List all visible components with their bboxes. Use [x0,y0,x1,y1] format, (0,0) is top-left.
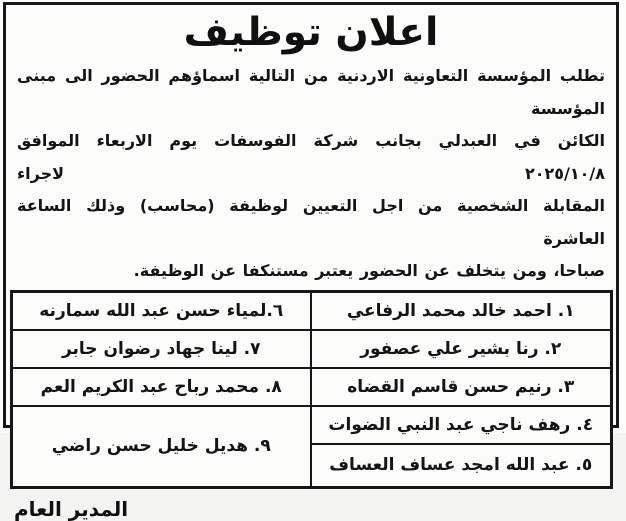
applicant-name-9: ٩. هديل خليل حسن راضي [11,406,311,488]
applicant-name-6: ٦.لمياء حسن عبد الله سمارنه [11,291,311,330]
body-line-3: المقابلة الشخصية من اجل التعيين لوظيفة (محاسب) وذلك الساعة العاشرة [17,196,605,248]
body-line-4: صباحا، ومن يتخلف عن الحضور يعتبر مستنكفا عن الوظيفة. [133,261,605,280]
body-line-1: تطلب المؤسسة التعاونية الاردنية من التالية اسماؤهم الحضور الى مبنى المؤسسة [17,66,605,118]
announcement-body [17,60,605,288]
applicant-name-1: ١. احمد خالد محمد الرفاعي [311,291,611,330]
applicant-name-8: ٨. محمد رباح عبد الكريم العم [11,368,311,406]
applicant-name-7: ٧. لينا جهاد رضوان جابر [11,330,311,368]
page-frame [3,2,619,521]
table-row [11,368,611,406]
table-row [11,291,611,330]
table-row [11,406,611,444]
applicant-name-5: ٥. عبد الله امجد عساف العساف [311,444,611,488]
announcement-title: اعلان توظيف [183,10,439,55]
applicant-name-3: ٣. رنيم حسن قاسم القضاه [311,368,611,406]
signature-general-manager: المدير العام [14,496,129,521]
body-line-2: الكائن في العبدلي بجانب شركة الفوسفات يوم الاربعاء الموافق ٢٠٢٥/١٠/٨ لاجراء [17,131,605,183]
applicant-name-4: ٤. رهف ناجي عبد النبي الضوات [311,406,611,444]
table-row [11,330,611,368]
applicants-table [10,290,613,489]
applicant-name-2: ٢. رنا بشير علي عصفور [311,330,611,368]
